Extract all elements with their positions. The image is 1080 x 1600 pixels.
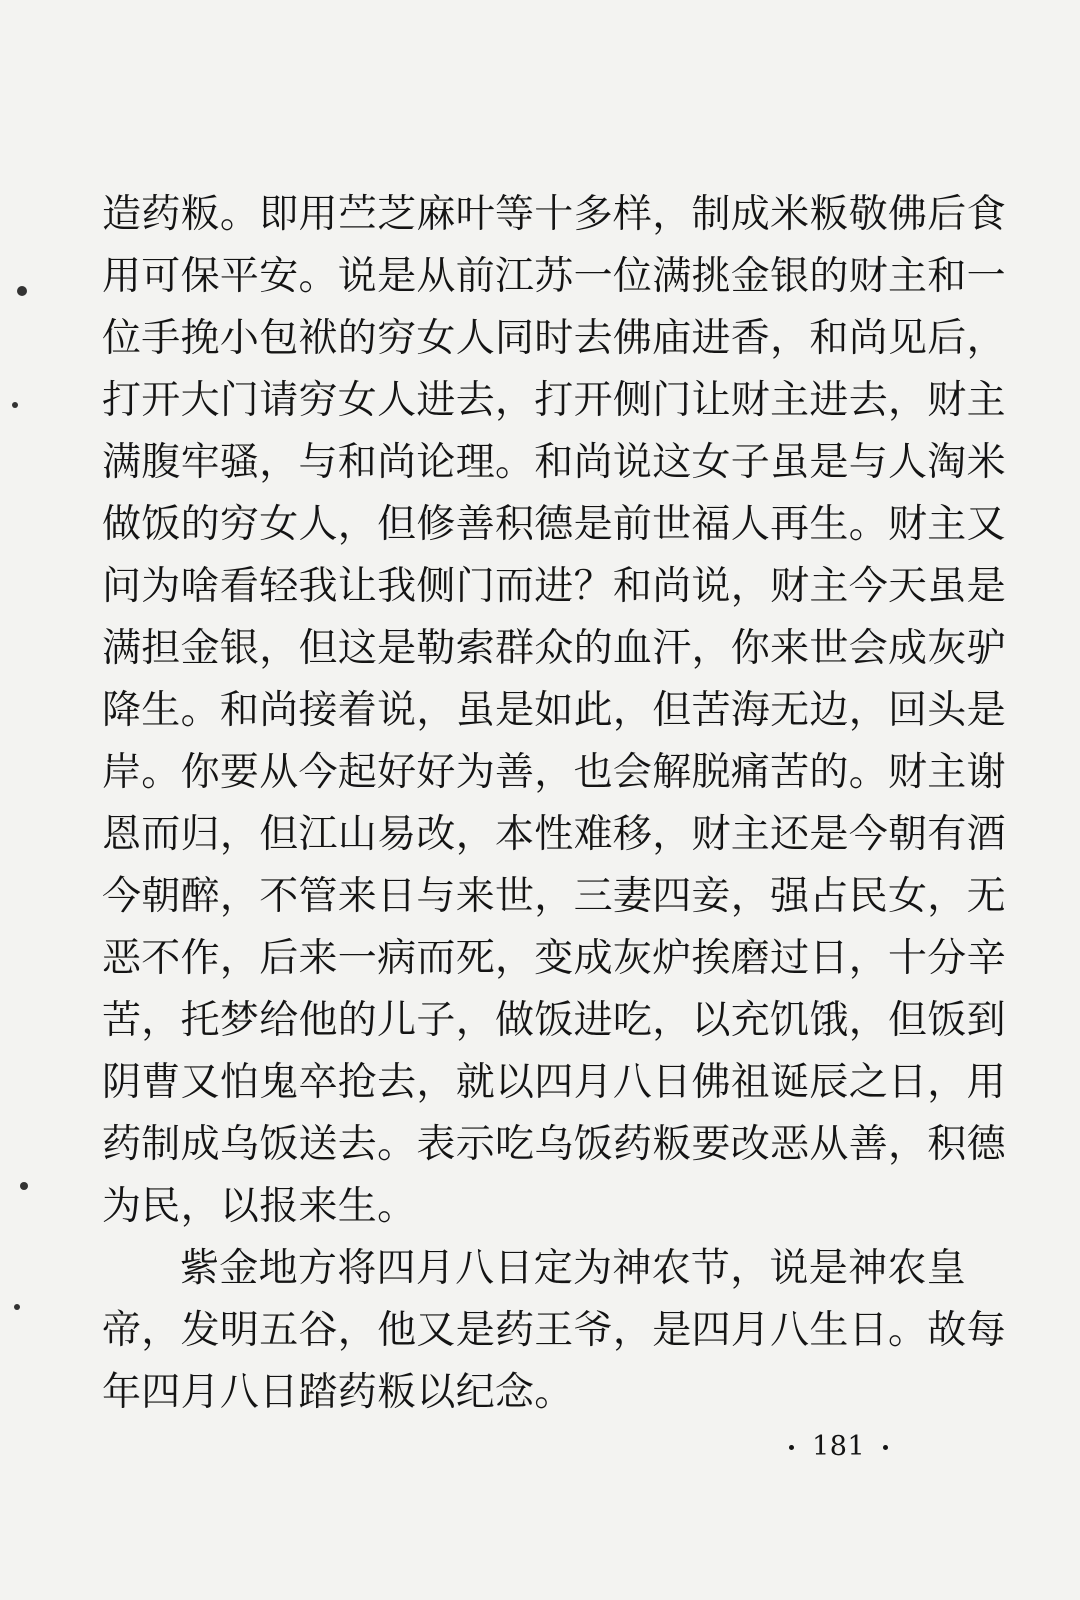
text-line: 恩而归，但江山易改，本性难移，财主还是今朝有酒 (102, 812, 1006, 857)
text-line: 打开大门请穷女人进去，打开侧门让财主进去，财主 (102, 378, 1006, 423)
text-line: 年四月八日踏药粄以纪念。 (102, 1370, 574, 1415)
text-line: 药制成乌饭送去。表示吃乌饭药粄要改恶从善，积德 (102, 1122, 1006, 1167)
text-line: 造药粄。即用苎芝麻叶等十多样，制成米粄敬佛后食 (102, 192, 1006, 237)
text-line: 阴曹又怕鬼卒抢去，就以四月八日佛祖诞辰之日，用 (102, 1060, 1006, 1105)
text-line: 满腹牢骚，与和尚论理。和尚说这女子虽是与人淘米 (102, 440, 1006, 485)
text-line: 苦，托梦给他的儿子，做饭进吃，以充饥饿，但饭到 (102, 998, 1006, 1043)
text-line: 做饭的穷女人，但修善积德是前世福人再生。财主又 (102, 502, 1006, 547)
text-line: 问为啥看轻我让我侧门而进？和尚说，财主今天虽是 (102, 564, 1006, 609)
page-number-dot-right (883, 1445, 888, 1450)
text-line: 岸。你要从今起好好为善，也会解脱痛苦的。财主谢 (102, 750, 1006, 795)
paragraph-1 (102, 184, 1006, 1238)
text-line: 降生。和尚接着说，虽是如此，但苦海无边，回头是 (102, 688, 1006, 733)
text-line: 今朝醉，不管来日与来世，三妻四妾，强占民女，无 (102, 874, 1006, 919)
text-line: 满担金银，但这是勒索群众的血汗，你来世会成灰驴 (102, 626, 1006, 671)
paragraph-2 (102, 1238, 1006, 1424)
article-text (102, 184, 1006, 1424)
page-number (780, 1432, 897, 1462)
text-line: 紫金地方将四月八日定为神农节，说是神农皇 (180, 1246, 967, 1291)
text-line: 位手挽小包袱的穷女人同时去佛庙进香，和尚见后， (102, 316, 1006, 361)
text-line: 用可保平安。说是从前江苏一位满挑金银的财主和一 (102, 254, 1006, 299)
text-line: 恶不作，后来一病而死，变成灰炉挨磨过日，十分辛 (102, 936, 1006, 981)
text-line: 为民，以报来生。 (102, 1184, 417, 1229)
page-number-dot-left (789, 1445, 794, 1450)
page-number-value: 181 (812, 1431, 866, 1462)
text-line: 帝，发明五谷，他又是药王爷，是四月八生日。故每 (102, 1308, 1006, 1353)
